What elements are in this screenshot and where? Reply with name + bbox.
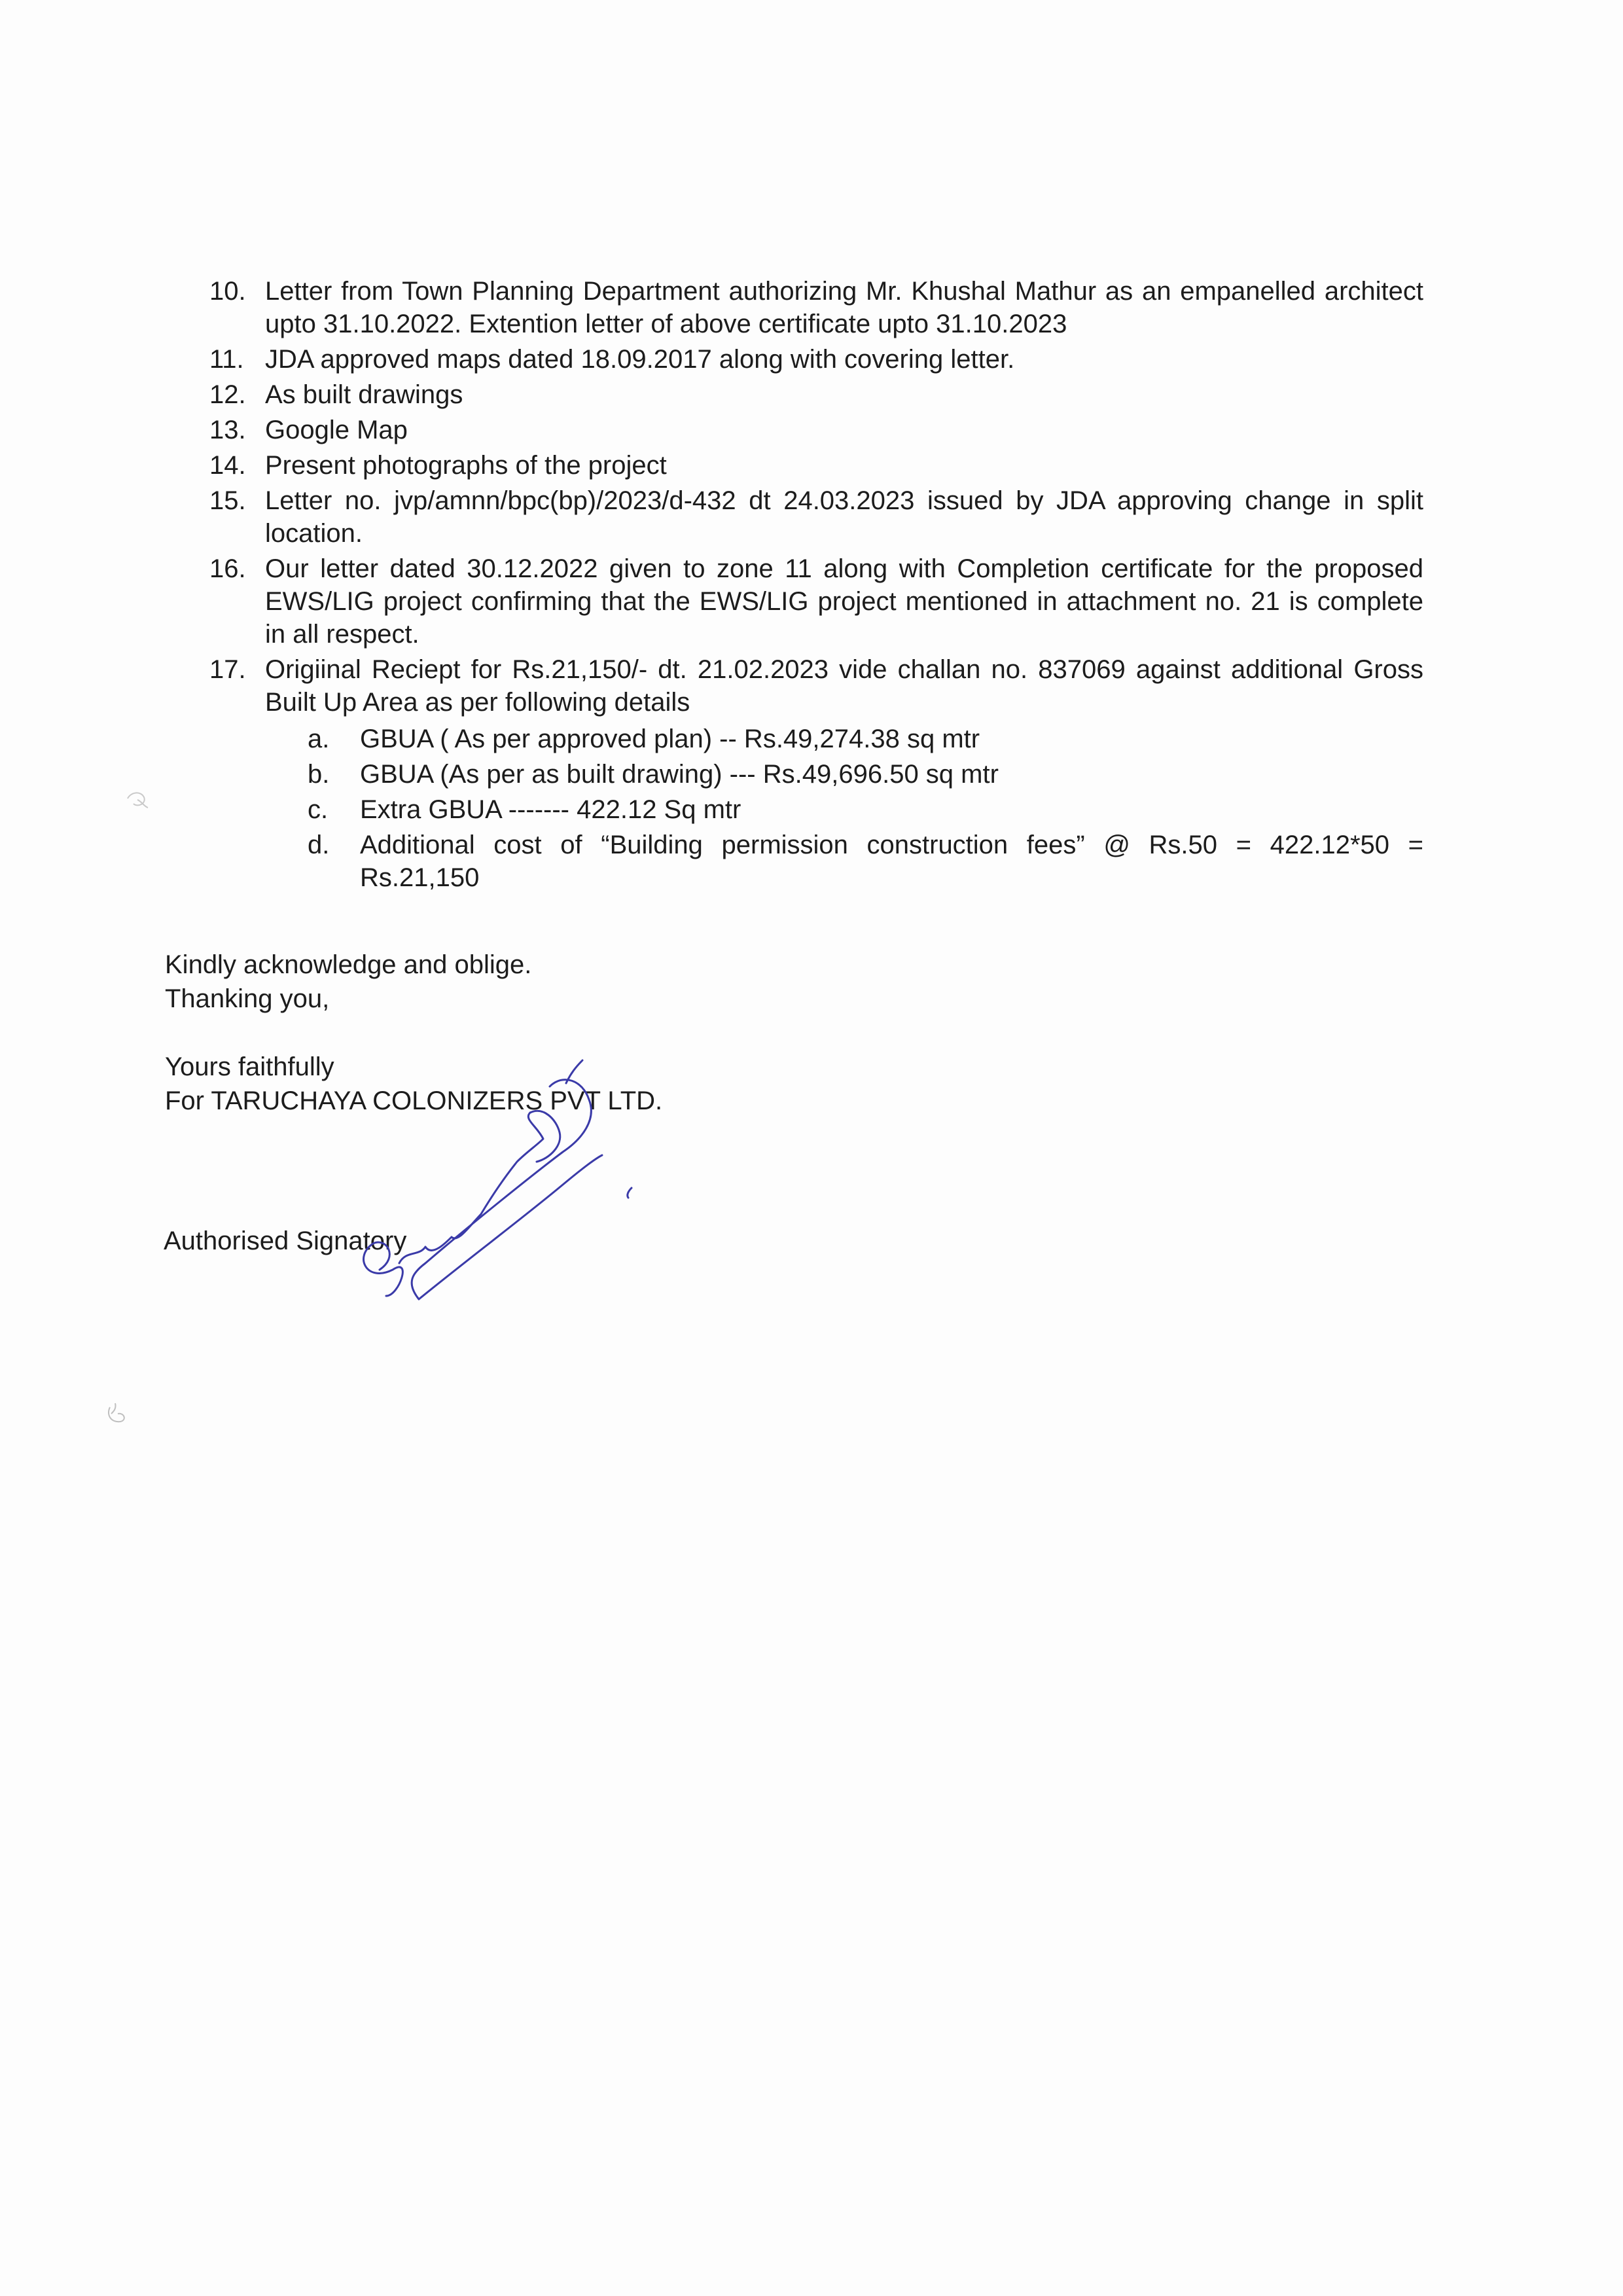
sub-list-item bbox=[308, 758, 1423, 791]
item-text: Present photographs of the project bbox=[265, 451, 667, 480]
item-number: 15. bbox=[209, 486, 246, 515]
list-item bbox=[209, 343, 1423, 376]
scan-smudge-mark bbox=[118, 779, 157, 818]
item-text: Letter no. jvp/amnn/bpc(bp)/2023/d-432 dt 24.03.2023 issued by JDA approving change in split location. bbox=[265, 486, 1423, 548]
list-item bbox=[209, 378, 1423, 411]
item-text: As built drawings bbox=[265, 380, 463, 409]
sub-list-item bbox=[308, 793, 1423, 826]
authorised-signatory: Authorised Signatory bbox=[164, 1227, 407, 1255]
item-text: Our letter dated 30.12.2022 given to zone 11 along with Completion certificate for the proposed EWS/LIG project confirming that the EWS/LIG project mentioned in attachment no. 21 is complete in all respect. bbox=[265, 554, 1423, 649]
item-text: Letter from Town Planning Department authorizing Mr. Khushal Mathur as an empanelled architect upto 31.10.2022. Extention letter of above certificate upto 31.10.2023 bbox=[265, 277, 1423, 338]
company-name: For TARUCHAYA COLONIZERS PVT LTD. bbox=[165, 1086, 663, 1115]
handwritten-signature bbox=[340, 1047, 681, 1322]
item-number: 14. bbox=[209, 451, 246, 480]
item-number: 12. bbox=[209, 380, 246, 409]
sub-item-letter: b. bbox=[308, 760, 330, 789]
sub-item-text: GBUA ( As per approved plan) -- Rs.49,274.38 sq mtr bbox=[360, 725, 980, 753]
item-text: JDA approved maps dated 18.09.2017 along with covering letter. bbox=[265, 345, 1015, 374]
attachment-list bbox=[209, 275, 1423, 897]
list-item bbox=[209, 275, 1423, 340]
yours-faithfully: Yours faithfully bbox=[165, 1052, 334, 1081]
list-item bbox=[209, 484, 1423, 550]
item-number: 17. bbox=[209, 655, 246, 684]
item-number: 11. bbox=[209, 345, 244, 374]
thanks-line: Thanking you, bbox=[165, 984, 330, 1013]
item-number: 10. bbox=[209, 277, 246, 306]
sub-list-item bbox=[308, 723, 1423, 755]
list-item bbox=[209, 552, 1423, 651]
list-item bbox=[209, 414, 1423, 446]
acknowledge-line: Kindly acknowledge and oblige. bbox=[165, 950, 532, 979]
item-text: Origiinal Reciept for Rs.21,150/- dt. 21.02.2023 vide challan no. 837069 against additional Gross Built Up Area as per following details bbox=[265, 655, 1423, 717]
sub-item-text: GBUA (As per as built drawing) --- Rs.49,696.50 sq mtr bbox=[360, 760, 999, 789]
sub-item-letter: c. bbox=[308, 795, 329, 824]
item-number: 13. bbox=[209, 416, 246, 444]
item-text: Google Map bbox=[265, 416, 408, 444]
sub-item-letter: d. bbox=[308, 831, 330, 859]
sub-list-item bbox=[308, 829, 1423, 894]
list-item bbox=[209, 653, 1423, 894]
list-item bbox=[209, 449, 1423, 482]
sub-item-letter: a. bbox=[308, 725, 330, 753]
sub-item-text: Extra GBUA ------- 422.12 Sq mtr bbox=[360, 795, 741, 824]
gbua-details-list bbox=[265, 723, 1423, 894]
scan-smudge-mark bbox=[98, 1394, 137, 1433]
sub-item-text: Additional cost of “Building permission construction fees” @ Rs.50 = 422.12*50 = Rs.21,150 bbox=[360, 831, 1423, 892]
item-number: 16. bbox=[209, 554, 246, 583]
